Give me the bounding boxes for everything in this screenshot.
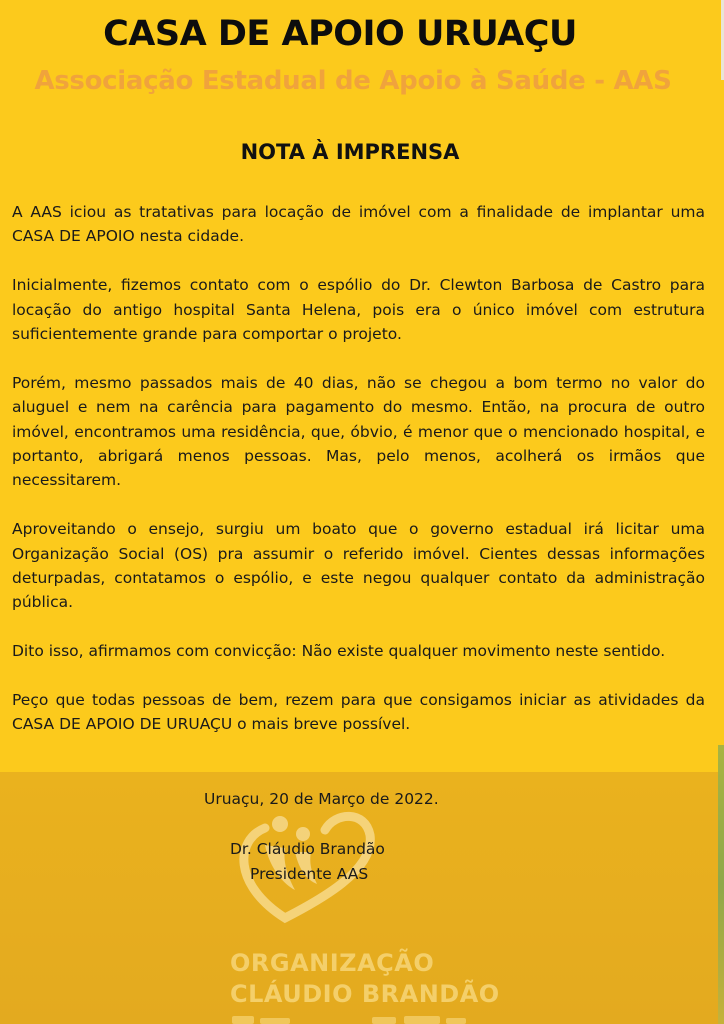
org-line-1: ORGANIZAÇÃO — [230, 949, 435, 977]
paragraph-2: Inicialmente, fizemos contato com o espólio do Dr. Clewton Barbosa de Castro para locação do antigo hospital Santa Helena, pois era o único imóvel com estrutura suficientemente grande para comportar o projeto. — [12, 276, 705, 344]
signer-role: Presidente AAS — [250, 865, 369, 883]
page-subtitle: Associação Estadual de Apoio à Saúde - AAS — [34, 66, 672, 96]
signer-name: Dr. Cláudio Brandão — [230, 840, 385, 858]
paragraph-5: Dito isso, afirmamos com convicção: Não existe qualquer movimento neste sentido. — [12, 642, 666, 661]
note-body — [12, 200, 705, 761]
page-title: CASA DE APOIO URUAÇU — [103, 14, 577, 54]
paragraph-1: A AAS iciou as tratativas para locação de imóvel com a finalidade de implantar uma CASA DE APOIO nesta cidade. — [12, 203, 705, 246]
paragraph-3: Porém, mesmo passados mais de 40 dias, não se chegou a bom termo no valor do aluguel e nem na carência para pagamento do mesmo. Então, na procura de outro imóvel, encontramos uma residência, que, óbvio, é menor que o mencionado hospital, e portanto, abrigará menos pessoas. Mas, pelo menos, acolherá os irmãos que necessitarem. — [12, 373, 705, 490]
note-heading: NOTA À IMPRENSA — [240, 140, 460, 164]
paragraph-4: Aproveitando o ensejo, surgiu um boato que o governo estadual irá licitar uma Organização Social (OS) pra assumir o referido imóvel. Cientes dessas informações deturpadas, contatamos o espólio, e este negou qualquer contato da administração pública. — [12, 520, 705, 612]
org-watermark-text — [230, 948, 500, 1010]
org-tagline-fragment — [232, 1012, 492, 1024]
right-edge-strip — [718, 745, 724, 1024]
paragraph-6: Peço que todas pessoas de bem, rezem para que consigamos iniciar as atividades da CASA DE APOIO DE URUAÇU o mais breve possível. — [12, 691, 705, 734]
signature-date: Uruaçu, 20 de Março de 2022. — [204, 790, 439, 808]
org-line-2: CLÁUDIO BRANDÃO — [230, 980, 500, 1008]
